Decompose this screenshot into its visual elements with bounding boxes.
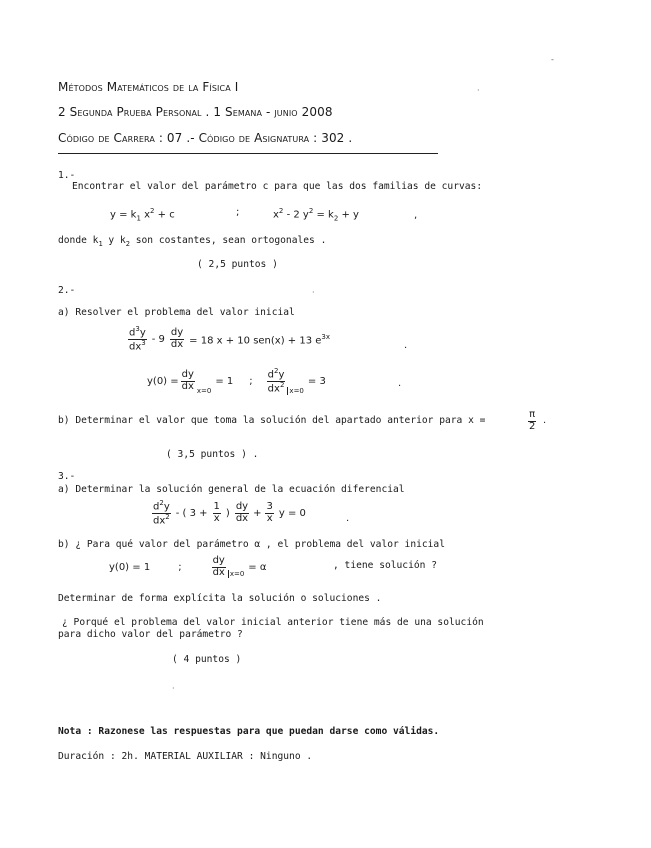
q1-separator: ;	[236, 207, 240, 218]
q3-initial-conditions: y(0) = 1 ; $\frac{dy}{dx}$ x=0 = α	[109, 555, 267, 578]
q3-why-line-1: ¿ Porqué el problema del valor inicial anterior tiene más de una solución	[62, 617, 484, 628]
header-divider	[58, 153, 438, 154]
q2-ode-dy: $\frac{dy}{dx}$	[170, 327, 184, 350]
q2-part-a: a) Resolver el problema del valor inicial	[58, 307, 295, 318]
q3-part-b: b) ¿ Para qué valor del parámetro α , el problema del valor inicial	[58, 539, 445, 550]
q2-initial-conditions: y(0) = $\frac{dy}{dx}$ x=0 = 1 ; $\frac{d^2y}{dx^2}$ x=0 = 3	[147, 367, 326, 395]
q3-points: ( 4 puntos )	[172, 654, 242, 665]
q1-number: 1.-	[58, 170, 76, 181]
q1-condition: donde $k_1$ y $k_2$ son costantes, sean ortogonales .	[58, 235, 327, 248]
scan-speck: ·	[172, 684, 175, 693]
q2-part-b: b) Determinar el valor que toma la solución del apartado anterior para x =	[58, 415, 486, 426]
q1-statement: Encontrar el valor del parámetro c para que las dos familias de curvas:	[72, 181, 483, 192]
footer-duration: Duración : 2h. MATERIAL AUXILIAR : Ninguno .	[58, 751, 313, 762]
scan-speck: ·	[312, 288, 315, 297]
q2-ode-d3y: $\frac{d^3y}{dx^3}$	[129, 325, 146, 353]
q1-equation-1: $y = k_1$ $x^2 + c$	[110, 207, 175, 223]
q1-eq-end: ,	[414, 210, 418, 221]
course-codes: Código de Carrera : 07 .- Código de Asignatura : 302 .	[58, 131, 353, 145]
q3-number: 3.-	[58, 471, 76, 482]
scan-speck: ·	[477, 86, 480, 95]
course-title: Métodos Matemáticos de la Física I	[58, 80, 239, 94]
exam-subtitle: 2 Segunda Prueba Personal . 1 Semana - junio 2008	[58, 105, 333, 119]
q2-part-b-end: .	[543, 415, 547, 426]
q2-ode: $\frac{d^3y}{dx^3}$ - 9 $\frac{dy}{dx}$ = 18 x + 10 sen(x) + 13 $e^{3x}$	[129, 325, 331, 353]
q3-explicit: Determinar de forma explícita la solución o soluciones .	[58, 593, 382, 604]
q3-ode: $\frac{d^2y}{dx^2}$ - ( 3 + $\frac{1}{x}$ ) $\frac{dy}{dx}$ + $\frac{3}{x}$ y = 0	[153, 499, 306, 527]
q2-points: ( 3,5 puntos ) .	[166, 449, 259, 460]
q3-ode-end: .	[346, 513, 350, 524]
q3-ic-tail: , tiene solución ?	[333, 560, 437, 571]
q2-pi-half: $\frac{\pi}{2}$	[529, 409, 536, 432]
q1-equation-2: $x^2 - 2$ $y^2 = k_2 + y$	[273, 207, 359, 223]
scan-speck: -	[551, 55, 554, 64]
q2-number: 2.-	[58, 285, 76, 296]
footer-note: Nota : Razonese las respuestas para que puedan darse como válidas.	[58, 726, 440, 737]
q3-part-a: a) Determinar la solución general de la ecuación diferencial	[58, 484, 405, 495]
q2-ic-end: .	[398, 378, 402, 389]
q3-why-line-2: para dicho valor del parámetro ?	[58, 629, 243, 640]
q2-ode-end: .	[404, 340, 408, 351]
q1-points: ( 2,5 puntos )	[197, 259, 278, 270]
